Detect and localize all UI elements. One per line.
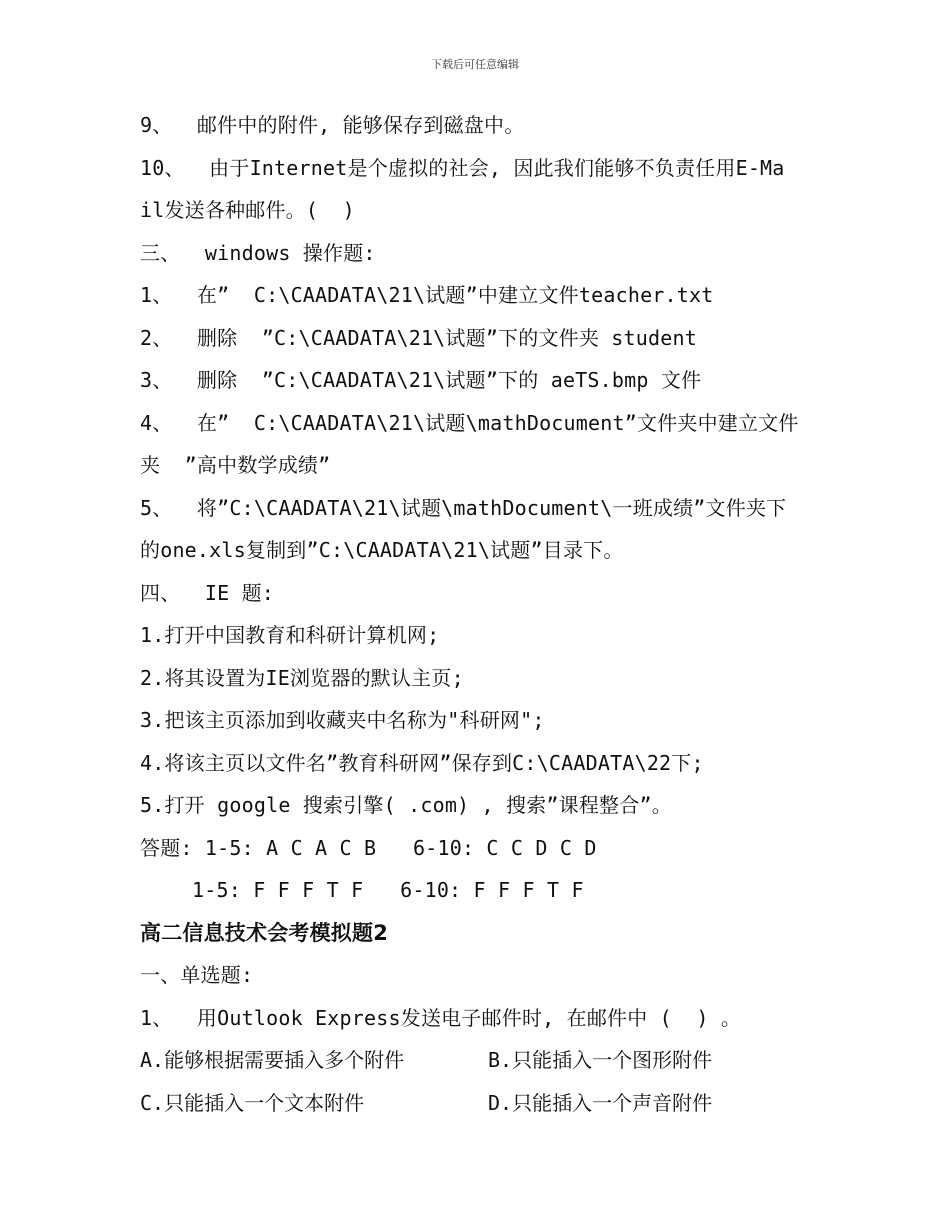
single-choice-heading: 一、单选题: [140,963,254,987]
option-d: D.只能插入一个声音附件 [488,1090,713,1115]
text-line: il发送各种邮件。( ) [140,198,355,222]
text-line: 9、 邮件中的附件, 能够保存到磁盘中。 [140,113,525,137]
question-line: 1、 用Outlook Express发送电子邮件时, 在邮件中 ( ) 。 [140,1005,742,1030]
answer-key-line-1: 答题: 1-5: A C A C B 6-10: C C D C D [140,835,597,860]
text-line: 3.把该主页添加到收藏夹中名称为"科研网"; [140,708,545,732]
document-body [140,104,820,1124]
text-line: 5.打开 google 搜索引擎( .com) , 搜索”课程整合”。 [140,793,672,817]
text-line: 的one.xls复制到”C:\CAADATA\21\试题”目录下。 [140,538,624,562]
text-line: 2.将其设置为IE浏览器的默认主页; [140,665,464,690]
section-heading-ie: 四、 IE 题: [140,580,275,605]
option-a: A.能够根据需要插入多个附件 [140,1048,405,1072]
section-title: 高二信息技术会考模拟题2 [140,920,389,945]
text-line: 5、 将”C:\CAADATA\21\试题\mathDocument\一班成绩”文件夹下 [140,495,787,520]
text-line: 2、 删除 ”C:\CAADATA\21\试题”下的文件夹 student [140,325,697,350]
answer-key-line-2: 1-5: F F F T F 6-10: F F F T F [192,878,584,902]
text-line: 1、 在” C:\CAADATA\21\试题”中建立文件teacher.txt [140,283,714,307]
option-c: C.只能插入一个文本附件 [140,1090,365,1115]
text-line: 4、 在” C:\CAADATA\21\试题\mathDocument”文件夹中建立文件 [140,410,799,435]
text-line: 10、 由于Internet是个虚拟的社会, 因此我们能够不负责任用E-Ma [140,155,785,180]
option-b: B.只能插入一个图形附件 [488,1048,713,1072]
text-line: 3、 删除 ”C:\CAADATA\21\试题”下的 aeTS.bmp 文件 [140,368,702,392]
text-line: 1.打开中国教育和科研计算机网; [140,623,440,647]
section-heading-windows: 三、 windows 操作题: [140,240,376,265]
text-line: 4.将该主页以文件名”教育科研网”保存到C:\CAADATA\22下; [140,750,704,775]
options-row [140,1039,820,1082]
page-header: 下载后可任意编辑 [431,58,519,71]
text-line: 夹 ”高中数学成绩” [140,453,331,477]
options-row [140,1082,820,1125]
